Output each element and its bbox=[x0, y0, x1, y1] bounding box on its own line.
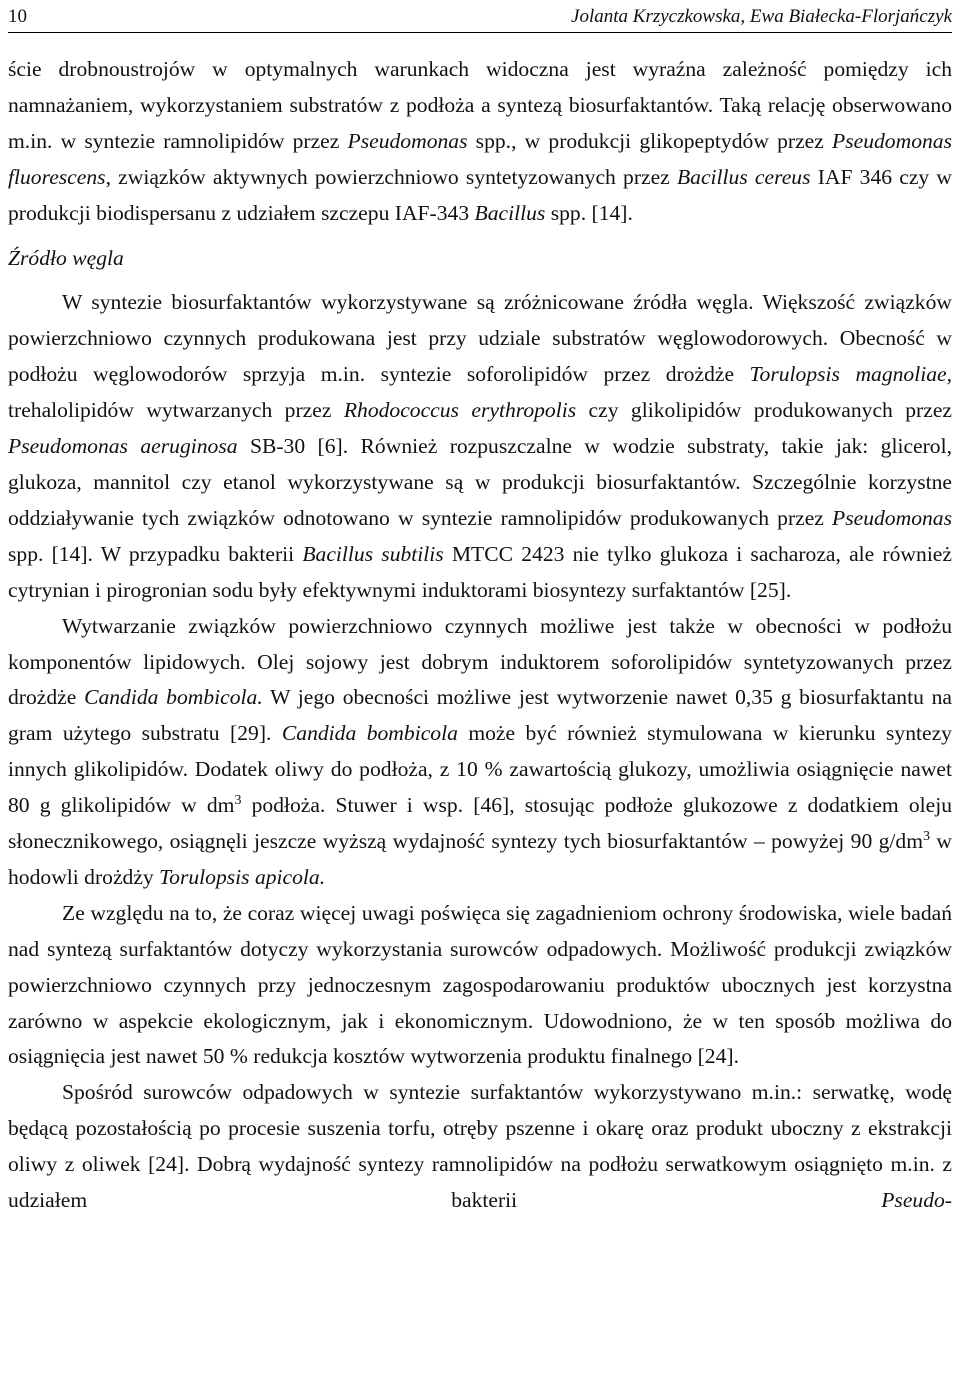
species-name: Bacillus subtilis bbox=[302, 541, 444, 566]
species-name: Torulopsis magnoliae, bbox=[749, 362, 953, 387]
paragraph-continuation bbox=[8, 52, 952, 232]
text-run: IAF 346 czy w produkcji biodispersanu z udziałem szczepu IAF-343 bbox=[8, 164, 953, 225]
paragraph-carbon-sources bbox=[8, 285, 952, 608]
superscript: 3 bbox=[234, 792, 242, 808]
page-number: 10 bbox=[8, 6, 27, 27]
species-name: Rhodococcus erythropolis bbox=[343, 398, 577, 423]
running-header bbox=[8, 0, 952, 33]
species-name: Bacillus cereus bbox=[676, 164, 811, 189]
paragraph-lipid-components bbox=[8, 609, 952, 896]
species-name: Candida bombicola bbox=[281, 721, 458, 746]
section-heading: Źródło węgla bbox=[8, 245, 124, 270]
species-name: Candida bombicola. bbox=[84, 685, 263, 710]
species-name: Pseudomonas bbox=[832, 505, 952, 530]
paragraph-waste-materials bbox=[8, 896, 952, 1076]
species-name: Pseudomonas aeruginosa bbox=[8, 434, 238, 459]
text-run: ście drobnoustrojów w optymalnych warunkach widoczna jest wyraźna zależność pomiędzy ich namnażaniem, wykorzystaniem substratów z podłoża a syntezą biosurfaktantów. Taką relację obserwowano m.in. w syntezie ramnolipidów przez bbox=[8, 57, 952, 153]
text-run: w hodowli drożdży bbox=[8, 829, 953, 889]
text-run: W syntezie biosurfaktantów wykorzystywane są zróżnicowane źródła węgla. Większość związków powierzchniowo czynnych produkowana jest przy udziale substratów węglowodorowych. Obecność w podłożu węglowodorów sprzyja m.in. syntezie soforolipidów przez drożdże bbox=[8, 290, 952, 387]
text-run: W jego obecności możliwe jest wytworzenie nawet 0,35 g biosurfaktantu na gram użytego substratu [29]. bbox=[8, 685, 952, 746]
species-name: Pseudomonas bbox=[347, 128, 468, 153]
species-name: Bacillus bbox=[474, 200, 546, 225]
text-run: MTCC 2423 nie tylko glukoza i sacharoza, ale również cytrynian i pirogronian sodu były efektywnymi induktorami biosyntezy surfaktantów [25]. bbox=[8, 541, 952, 602]
superscript: 3 bbox=[923, 828, 931, 844]
running-header-authors: Jolanta Krzyczkowska, Ewa Białecka-Florjańczyk bbox=[571, 6, 952, 27]
text-run: spp., w produkcji glikopeptydów przez bbox=[467, 128, 833, 153]
text-run: podłoża. Stuwer i wsp. [46], stosując podłoże glukozowe z dodatkiem oleju słonecznikowego, osiągnęli jeszcze wyższą wydajność syntezy tych biosurfaktantów – powyżej 90 g/dm bbox=[8, 793, 953, 854]
text-run: Ze względu na to, że coraz więcej uwagi poświęca się zagadnieniom ochrony środowiska, wiele badań nad syntezą surfaktantów dotyczy wykorzystania surowców odpadowych. Możliwość produkcji związków powierzchniowo czynnych przy jednoczesnym zagospodarowaniu produktów ubocznych jest korzystna zarówno w aspekcie ekologicznym, jak i ekonomicznym. Udowodniono, że w ten sposób możliwa do osiągnięcia jest nawet 50 % redukcja kosztów wytworzenia produktu finalnego [24]. bbox=[8, 900, 952, 1069]
text-run: spp. [14]. W przypadku bakterii bbox=[8, 541, 303, 566]
species-name: Torulopsis apicola. bbox=[159, 864, 326, 889]
text-run: może być również stymulowana w kierunku syntezy innych glikolipidów. Dodatek oliwy do podłoża, z 10 % zawartością glukozy, umożliwia osiągnięcie nawet 80 g glikolipidów w dm bbox=[8, 721, 952, 818]
text-run: czy glikolipidów produkowanych przez bbox=[576, 398, 952, 423]
text-run: spp. [14]. bbox=[545, 200, 633, 225]
text-run: Spośród surowców odpadowych w syntezie surfaktantów wykorzystywano m.in.: serwatkę, wodę będącą pozostałością po procesie suszenia torfu, otręby pszenne i okarę oraz produkt uboczny z ekstrakcji oliwy z oliwek [24]. Dobrą wydajność syntezy ramnolipidów na podłożu serwatkowym osiągnięto m.in. z udziałem bakterii bbox=[8, 1080, 952, 1213]
species-name: Pseudo- bbox=[881, 1188, 952, 1213]
species-name: Pseudomonas fluorescens bbox=[8, 128, 952, 189]
text-run: Wytwarzanie związków powierzchniowo czynnych możliwe jest także w obecności w podłożu komponentów lipidowych. Olej sojowy jest dobrym induktorem soforolipidów syntetyzowanych przez drożdże bbox=[8, 613, 952, 710]
paragraph-waste-sources bbox=[8, 1075, 952, 1219]
text-run: SB-30 [6]. Również rozpuszczalne w wodzie substraty, takie jak: glicerol, glukoza, mannitol czy etanol wykorzystywane są w produkcji biosurfaktantów. Szczególnie korzystne oddziaływanie tych związków odnotowano w syntezie ramnolipidów produkowanych przez bbox=[8, 434, 953, 530]
text-run: trehalolipidów wytwarzanych przez bbox=[8, 398, 344, 423]
page bbox=[8, 0, 952, 1219]
text-run: , związków aktywnych powierzchniowo syntetyzowanych przez bbox=[105, 164, 677, 189]
article-body bbox=[8, 52, 952, 1219]
